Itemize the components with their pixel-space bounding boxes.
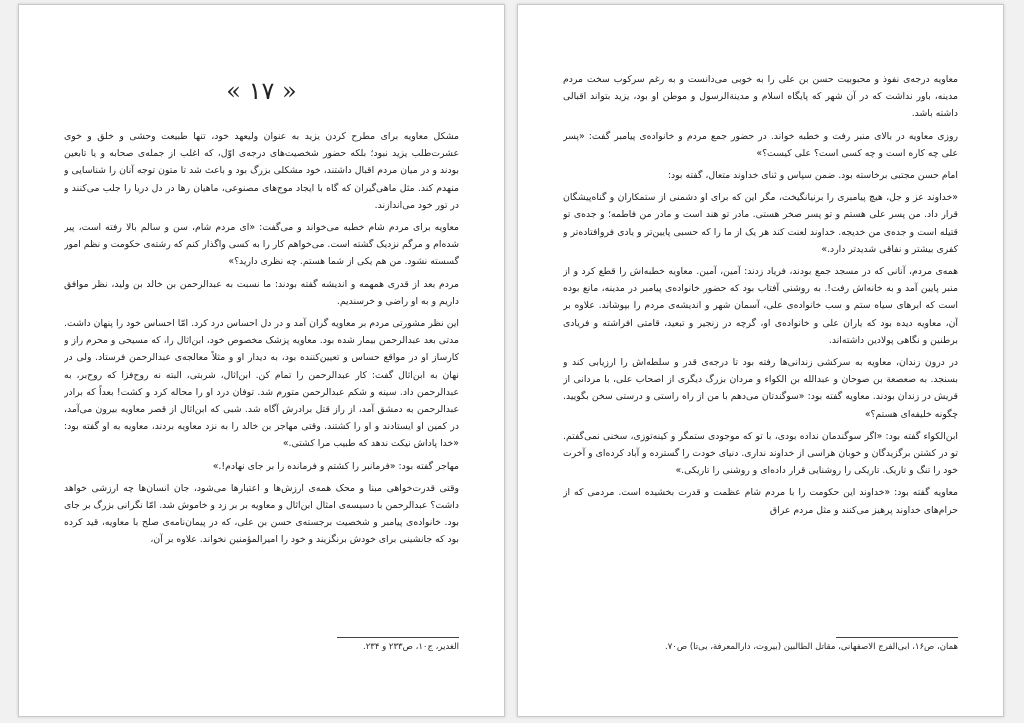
- paragraph: مهاجر گفته بود: «فرمانبر را کشتم و فرمانده را بر جای نهادم!.»: [212, 460, 459, 472]
- paragraph: همه‌ی مردم، آنانی که در مسجد جمع بودند، فریاد زدند: آمین، آمین. معاویه خطبه‌اش را قطع کرد و از منبر پایین آمد و به خانه‌اش رفت!. به روشنی آفتاب بود که حضور خانواده‌ی پیامبر در مدینه، مانع بوده است که ابرهای سیاه ستم و سب خانواده‌ی علی، آسمان شهر و اندیشه‌ی مردم را بپوشاند. علاوه بر آن، معاویه دیده بود که یاران علی و خانواده‌ی او، گرچه در زنجیر و تبعید، قامتی افراشته و فریادی برطنین و نگاهی پولادین داشته‌اند.: [563, 266, 958, 346]
- paragraph: مردم بعد از قدری همهمه و اندیشه گفته بودند: ما نسبت به عبدالرحمن بن خالد بن ولید، نظر موافق داریم و به او راضی و خرسندیم.: [64, 278, 459, 307]
- footnote: الغدیر، ج۱۰، ص۲۳۳ و ۲۳۴.: [362, 642, 459, 652]
- paragraph: در درون زندان، معاویه به سرکشی زندانی‌ها رفته بود تا درجه‌ی قدر و سلطه‌اش را ارزیابی کند و بسنجد. به صعصعة بن صوحان و عبدالله بن الکواء و مردان بزرگ دیگری از اصحاب علی، با مردانی از قریش در زندان بودند. معاویه گفته بود: «سوگندتان می‌دهم با من از راه راستی و درستی سخن بگویید. چگونه خلیفه‌ای هستم؟»: [563, 357, 958, 420]
- paragraph: «خداوند عز و جل، هیچ پیامبری را برنیانگیخت، مگر این که برای او دشمنی از ستمکاران و گناه‌پیشگان قرار داد. من پسر علی هستم و تو پسر صخر هستی. مادر تو هند است و مادر من فاطمه؛ و جده‌ی تو قتیله است و جده‌ی من خدیجه. خداوند لعنت کند هر یک از ما را که حسبی پایین‌تر و یادی فروافتاده‌تر و کفری بیشتر و نفاقی شدیدتر دارد.»: [563, 192, 958, 255]
- right-page-body: [563, 71, 958, 524]
- paragraph: مشکل معاویه برای مطرح کردن یزید به عنوان ولیعهد خود، تنها طبیعت وحشی و خلق و خوی عشرت‌طلب یزید نبود؛ بلکه حضور شخصیت‌های درجه‌ی اوّل، که اغلب از جمله‌ی صحابه و یا تابعین بودند و در میان مردم اقبال داشتند، خود مشکلی بزرگ بود و باعث شد تا متون توجه آنان را شناسایی و منهدم کند. مثل ماهی‌گیران که گاه با ایجاد موج‌های مصنوعی، ماهیان رها در دل دریا را جلب می‌کنند و در تور خود می‌اندازند.: [64, 131, 459, 211]
- left-page-body: [64, 128, 459, 554]
- paragraph: معاویه درجه‌ی نفوذ و محبوبیت حسن بن علی را به خوبی می‌دانست و به رغم سرکوب سخت مردم مدینه، باور نداشت که در آن شهر که پایگاه اسلام و مدینة‌الرسول و موطن او بود، یزید بتواند اقبالی داشته باشد.: [563, 74, 958, 120]
- footnote-divider: [337, 637, 459, 638]
- paragraph: امام حسن مجتبی برخاسته بود. ضمن سپاس و ثنای خداوند متعال، گفته بود:: [667, 170, 958, 182]
- paragraph: وقتی قدرت‌خواهی مبنا و محک همه‌ی ارزش‌ها و اعتبارها می‌شود، جان انسان‌ها چه ارزشی خواهد داشت؟ عبدالرحمن با دسیسه‌ی امثال ابن‌اثال و معاویه بر بر زد و خاموش شد. امّا نگرانی بزرگ بر جای بود. خانواده‌ی پیامبر و شخصیت برجسته‌ی حسن بن علی، که در پیمان‌نامه‌ی صلح با معاویه، قید کرده بود که جانشینی برای خودش برنگزیند و خود را امیرالمؤمنین نخواند. علاوه بر آن،: [64, 482, 459, 546]
- paragraph: معاویه برای مردم شام خطبه می‌خواند و می‌گفت: «ای مردم شام، سن و سالم بالا رفته است، پیر شده‌ام و مرگم نزدیک گشته است. می‌خواهم کار را به کسی واگذار کنم که رشته‌ی حکومت و نظم امور گسسته نشود. من هم یکی از شما هستم. چه نظری دارید؟»: [64, 222, 459, 268]
- right-page: [517, 4, 1004, 717]
- paragraph: معاویه گفته بود: «خداوند این حکومت را با مردم شام عظمت و قدرت بخشیده است. مردمی که از حرام‌های خداوند پرهیز می‌کنند و مثل مردم عراق: [563, 487, 958, 516]
- left-page: [18, 4, 505, 717]
- footnote-divider: [836, 637, 958, 638]
- paragraph: ابن‌الکواء گفته بود: «اگر سوگندمان نداده بودی، با تو که موجودی ستمگر و کینه‌توزی، سخنی نمی‌گفتم. تو در کشتن برگزیدگان و خوبان هراسی از خداوند نداری. دنیای خودت را گسترده و آباد کرده‌ای و آخرت خود را تنگ و تاریک. تاریکی را روشنایی قرار داده‌ای و روشنی را تاریکی.»: [563, 430, 958, 477]
- footnote: همان، ص۱۶، ابی‌الفرج الاصفهانی، مقاتل الطالبین (بیروت، دارالمعرفة، بی‌تا) ص۷۰.: [665, 642, 958, 652]
- paragraph: این نظر مشورتی مردم بر معاویه گران آمد و در دل احساس درد کرد. امّا احساس خود را پنهان داشت. مدتی بعد عبدالرحمن بیمار شده بود. معاویه پزشک مخصوص خود، ابن‌اثال را، که مسیحی و محرم راز و کارساز او در مواقع حساس و تعیین‌کننده بود، به دیدار او و مثلاً معالجه‌ی عبدالرحمن فرستاد. ولی در نهان به ابن‌اثال گفت: کار عبدالرحمن را تمام کن. ابن‌اثال، شربتی، البته نه روح‌فزا که روح‌بر، به عبدالرحمن داد. سینه و شکم عبدالرحمن متورم شد. توفان درد او را محاله کرد و کشت! بعداً که برادر عبدالرحمن به دمشق آمد، از راز قتل برادرش آگاه شد. شبی که ابن‌اثال از قصر معاویه بیرون می‌آمد، در کمین او ایستادند و او را کشتند. وقتی مهاجر بن خالد را به نزد معاویه بردند، معاویه به او گفته بود: «خدا پاداش نیکت ندهد که طبیب مرا کشتی.»: [64, 318, 459, 450]
- chapter-title: « ۱۷ »: [226, 77, 297, 105]
- paragraph: روزی معاویه در بالای منبر رفت و خطبه خواند. در حضور جمع مردم و خانواده‌ی پیامبر گفت: «پسر علی چه کاره است و چه کسی است؟ علی کیست؟»: [563, 130, 958, 159]
